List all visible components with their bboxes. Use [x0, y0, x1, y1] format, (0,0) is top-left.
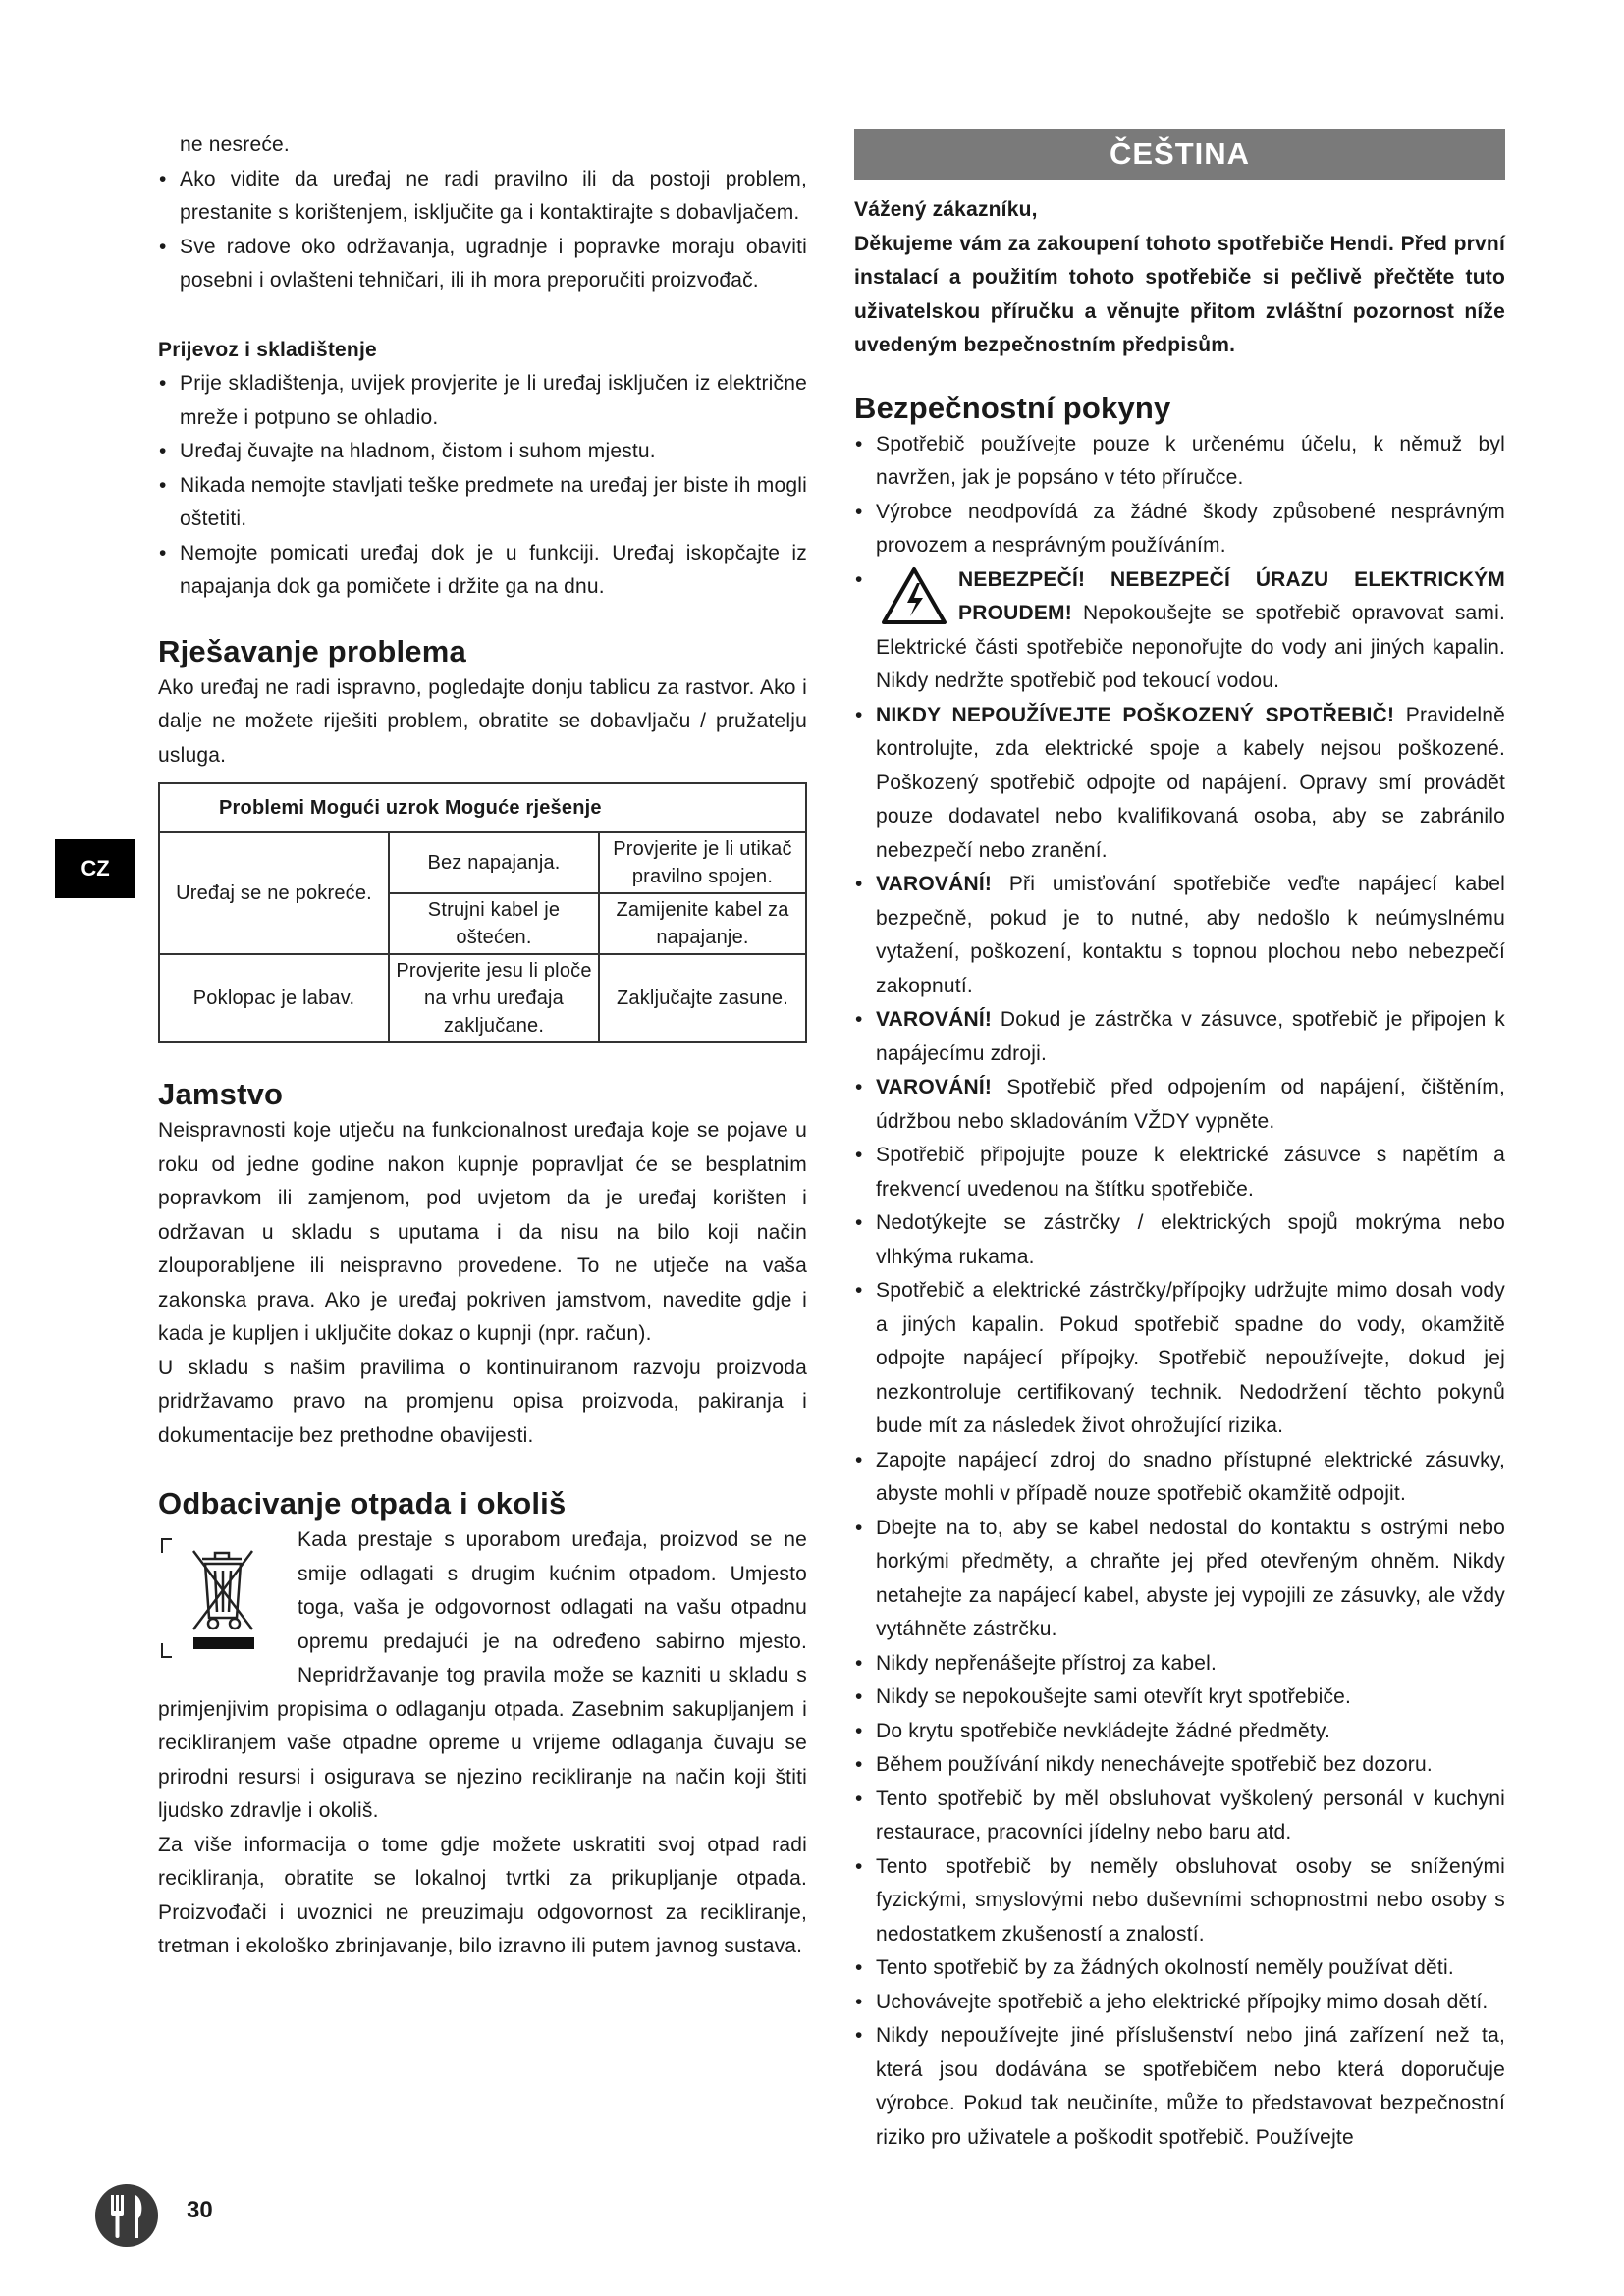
- page-number: 30: [187, 2197, 213, 2223]
- list-item: • Tento spotřebič by za žádných okolností neměly používat děti.: [854, 1951, 1505, 1986]
- table-cell-solution: Provjerite je li utikač pravilno spojen.: [599, 832, 806, 893]
- warning-label: VAROVÁNÍ!: [876, 1076, 993, 1098]
- cutlery-logo-icon: [94, 2183, 159, 2248]
- list-item: • Uchovávejte spotřebič a jeho elektrické přípojky mimo dosah dětí.: [854, 1986, 1505, 2020]
- warning-label: VAROVÁNÍ!: [876, 1008, 993, 1031]
- list-item: • Zapojte napájecí zdroj do snadno přístupné elektrické zásuvky, abyste mohli v případě nouze spotřebič okamžitě odpojit.: [854, 1444, 1505, 1512]
- list-item: • Tento spotřebič by měl obsluhovat vyškolený personál v kuchyni restaurace, pracovníci jídelny nebo baru atd.: [854, 1783, 1505, 1850]
- list-item: • Nedotýkejte se zástrčky / elektrických spojů mokrýma nebo vlhkýma rukama.: [854, 1206, 1505, 1274]
- weee-bin-icon: [158, 1531, 286, 1664]
- list-item: • Nemojte pomicati uređaj dok je u funkciji. Uređaj iskopčajte iz napajanja dok ga pomičete i držite ga na dnu.: [158, 537, 807, 605]
- danger-label: NEBEZPEČÍ! NEBEZPEČÍ ÚRAZU ELEKTRICKÝM PROUDEM!: [958, 567, 1505, 624]
- list-item: • Ako vidite da uređaj ne radi pravilno ili da postoji problem, prestanite s korištenjem, isključite ga i kontaktirajte s dobavljačem.: [158, 163, 807, 231]
- table-cell-problem: Poklopac je labav.: [159, 954, 389, 1042]
- danger-text: Nepokoušejte se spotřebič opravovat sami. Elektrické části spotřebiče neponořujte do vody ani jiných kapalin. Nikdy nedržte spotřebič pod tekoucí vodou.: [876, 602, 1505, 692]
- warranty-heading: Jamstvo: [158, 1077, 284, 1111]
- warning-label: VAROVÁNÍ!: [876, 873, 993, 895]
- list-item: • Uređaj čuvajte na hladnom, čistom i suhom mjestu.: [158, 435, 807, 469]
- warning-text: Pravidelně kontrolujte, zda elektrické spoje a kabely nejsou poškozené. Poškozený spotřebič odpojte od napájení. Opravy smí provádět pouze dodavatel nebo kvalifikovaná osoba, aby se zabránilo nebezpečí nebo zranění.: [876, 703, 1505, 862]
- intro-continuation: ne nesreće.: [180, 133, 290, 156]
- list-item: [854, 868, 1505, 1003]
- warning-text: Dokud je zástrčka v zásuvce, spotřebič je připojen k napájecímu zdroji.: [876, 1008, 1505, 1065]
- list-item: • Nikdy se nepokoušejte sami otevřít kryt spotřebiče.: [854, 1681, 1505, 1715]
- safety-heading: Bezpečnostní pokyny: [854, 390, 1171, 425]
- list-item: [854, 1003, 1505, 1071]
- list-item: • Prije skladištenja, uvijek provjerite je li uređaj isključen iz električne mreže i potpuno se ohladio.: [158, 367, 807, 435]
- safety-bullets: [854, 428, 1505, 2156]
- disposal-section: [158, 1523, 807, 1829]
- table-cell-cause: Bez napajanja.: [389, 832, 599, 893]
- table-header: Problemi Mogući uzrok Moguće rješenje: [159, 783, 806, 832]
- troubleshooting-text: Ako uređaj ne radi ispravno, pogledajte donju tablicu za rastvor. Ako i dalje ne možete riješiti problem, obratite se dobavljaču / pružatelju usluga.: [158, 675, 807, 767]
- list-item: • Tento spotřebič by neměly obsluhovat osoby se sníženými fyzickými, smyslovými nebo duševními schopnostmi nebo osoby s nedostatkem zkušeností a znalostí.: [854, 1850, 1505, 1952]
- warning-text: Spotřebič před odpojením od napájení, čištěním, údržbou nebo skladováním VŽDY vypněte.: [876, 1076, 1505, 1133]
- warning-text: Při umisťování spotřebiče veďte napájecí kabel bezpečně, pokud je to nutné, aby nedošlo k neúmyslnému vytažení, poškození, kontaktu s topnou plochou nebo nebezpečí zakopnutí.: [876, 873, 1505, 997]
- table-cell-solution: Zaključajte zasune.: [599, 954, 806, 1042]
- warranty-text: Neispravnosti koje utječu na funkcionalnost uređaja koje se pojave u roku od jedne godine nakon kupnje popravljat će se besplatnim popravkom ili zamjenom, pod uvjetom da je uređaj korišten i održavan u skladu s uputama i da nisu na bilo koji način zlouporabljene ili neispravno provedene. To ne utječe na vaša zakonska prava. Ako je uređaj pokriven jamstvom, navedite gdje i kada je kupljen i uključite dokaz o kupnji (npr. račun).: [158, 1119, 807, 1345]
- disposal-text-2: Za više informacija o tome gdje možete uskratiti svoj otpad radi recikliranja, obratite se lokalnoj tvrtki za prikupljanje otpada. Proizvođači i uvoznici ne preuzimaju odgovornost za recikliranje, tretman i ekološko zbrinjavanje, bilo izravno ili putem javnog sustava.: [158, 1833, 807, 1957]
- list-item: [854, 1071, 1505, 1139]
- list-item: • Výrobce neodpovídá za žádné škody způsobené nesprávným provozem a nesprávným používáním.: [854, 496, 1505, 563]
- list-item: • Spotřebič používejte pouze k určenému účelu, k němuž byl navržen, jak je popsáno v této příručce.: [854, 428, 1505, 496]
- right-column: [854, 129, 1505, 2155]
- troubleshooting-table: [158, 782, 807, 1043]
- disposal-text: Kada prestaje s uporabom uređaja, proizvod se ne smije odlagati s drugim kućnim otpadom. Umjesto toga, vaša je odgovornost odlagati na vašu otpadnu opremu predajući je na određeno sabirno mjesto. Nepridržavanje tog pravila može se kazniti u skladu s primjenjivim propisima o odlaganju otpada. Zasebnim sakupljanjem i recikliranjem vaše otpadne opreme u vrijeme odlaganja čuvaju se prirodni resursi i osigurava se njezino recikliranje na način koji štiti ljudsko zdravlje i okoliš.: [158, 1528, 807, 1822]
- intro-bullets: [158, 163, 807, 298]
- warning-label: NIKDY NEPOUŽÍVEJTE POŠKOZENÝ SPOTŘEBIČ!: [876, 703, 1395, 726]
- list-item: • Do krytu spotřebiče nevkládejte žádné předměty.: [854, 1715, 1505, 1749]
- list-item: • Nikdy nepřenášejte přístroj za kabel.: [854, 1647, 1505, 1682]
- list-item: • Sve radove oko održavanja, ugradnje i popravke moraju obaviti posebni i ovlašteni tehničari, ili ih mora preporučiti proizvođač.: [158, 231, 807, 298]
- disposal-heading: Odbacivanje otpada i okoliš: [158, 1486, 567, 1521]
- table-cell-cause: Strujni kabel je oštećen.: [389, 893, 599, 954]
- list-item: • Nikada nemojte stavljati teške predmete na uređaj jer biste ih mogli oštetiti.: [158, 469, 807, 537]
- language-banner: ČEŠTINA: [854, 129, 1505, 180]
- greeting: Vážený zákazníku,: [854, 198, 1038, 221]
- electric-hazard-icon: [880, 565, 948, 628]
- list-item: [854, 699, 1505, 869]
- list-item: • Dbejte na to, aby se kabel nedostal do kontaktu s ostrými nebo horkými předměty, a chraňte jej před otevřeným ohněm. Nikdy netahejte za napájecí kabel, abyste jej vypojili ze zásuvky, ale vždy vytáhněte zástrčku.: [854, 1512, 1505, 1647]
- troubleshooting-heading: Rješavanje problema: [158, 633, 466, 668]
- list-item: • Spotřebič a elektrické zástrčky/přípojky udržujte mimo dosah vody a jiných kapalin. Pokud spotřebič spadne do vody, okamžitě odpojte napájecí přípojky. Spotřebič nepoužívejte, dokud jej nezkontroluje certifikovaný technik. Nedodržení těchto pokynů bude mít za následek život ohrožující rizika.: [854, 1274, 1505, 1444]
- table-cell-cause: Provjerite jesu li ploče na vrhu uređaja zaključane.: [389, 954, 599, 1042]
- language-tab: CZ: [55, 839, 135, 898]
- list-item: • Během používání nikdy nenechávejte spotřebič bez dozoru.: [854, 1748, 1505, 1783]
- left-column: [158, 129, 807, 1964]
- list-item-danger: [854, 563, 1505, 699]
- warranty-text-2: U skladu s našim pravilima o kontinuiranom razvoju proizvoda pridržavamo pravo na promjenu opisa proizvoda, pakiranja i dokumentacije bez prethodne obavijesti.: [158, 1356, 807, 1447]
- intro-text: Děkujeme vám za zakoupení tohoto spotřebiče Hendi. Před první instalací a použitím tohoto spotřebiče si pečlivě přečtěte tuto uživatelskou příručku a věnujte přitom zvláštní pozornost níže uvedeným bezpečnostním předpisům.: [854, 232, 1505, 356]
- list-item: • Spotřebič připojujte pouze k elektrické zásuvce s napětím a frekvencí uvedenou na štítku spotřebiče.: [854, 1139, 1505, 1206]
- list-item: • Nikdy nepoužívejte jiné příslušenství nebo jiná zařízení než ta, která jsou dodávána se spotřebičem nebo která doporučuje výrobce. Pokud tak neučiníte, může to představovat bezpečnostní riziko pro uživatele a poškodit spotřebič. Používejte: [854, 2019, 1505, 2155]
- table-cell-solution: Zamijenite kabel za napajanje.: [599, 893, 806, 954]
- table-cell-problem: Uređaj se ne pokreće.: [159, 832, 389, 954]
- transport-bullets: [158, 367, 807, 605]
- transport-heading: Prijevoz i skladištenje: [158, 338, 377, 361]
